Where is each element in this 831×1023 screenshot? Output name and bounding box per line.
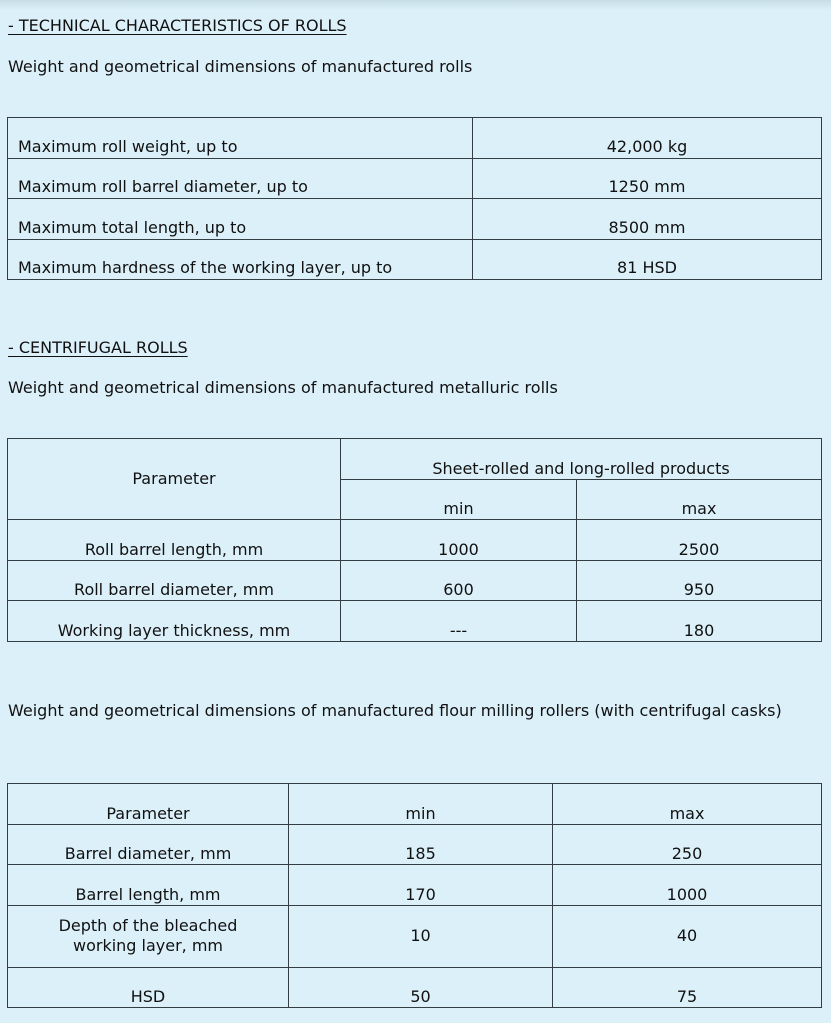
table-row <box>8 824 822 865</box>
row-max: 950 <box>577 560 822 601</box>
header-parameter: Parameter <box>8 439 341 520</box>
row-max: 2500 <box>577 520 822 561</box>
row-label: Maximum total length, up to <box>8 199 473 240</box>
row-parameter: Roll barrel diameter, mm <box>8 560 341 601</box>
row-max: 1000 <box>553 865 822 906</box>
row-label: Maximum roll weight, up to <box>8 118 473 159</box>
table-header-row <box>8 439 822 480</box>
row-max: 250 <box>553 824 822 865</box>
row-min: 10 <box>289 905 553 967</box>
flour-milling-rollers-table <box>7 783 822 1008</box>
row-parameter: Barrel length, mm <box>8 865 289 906</box>
technical-characteristics-table <box>7 117 822 280</box>
row-parameter: Working layer thickness, mm <box>8 601 341 642</box>
section-subtitle-rolls: Weight and geometrical dimensions of manufactured rolls <box>8 57 473 76</box>
section-subtitle-metalluric-rolls: Weight and geometrical dimensions of manufactured metalluric rolls <box>8 378 558 397</box>
header-min: min <box>289 784 553 825</box>
table-row <box>8 865 822 906</box>
table-row <box>8 601 822 642</box>
row-min: 600 <box>341 560 577 601</box>
row-label: Maximum hardness of the working layer, up to <box>8 239 473 280</box>
row-value: 81 HSD <box>473 239 822 280</box>
row-min: 50 <box>289 967 553 1008</box>
section-subtitle-flour-milling-rollers: Weight and geometrical dimensions of manufactured flour milling rollers (with centrifugal casks) <box>8 701 782 720</box>
row-value: 1250 mm <box>473 158 822 199</box>
table-row <box>8 239 822 280</box>
header-max: max <box>553 784 822 825</box>
top-shade <box>0 0 831 10</box>
row-parameter: HSD <box>8 967 289 1008</box>
row-max: 75 <box>553 967 822 1008</box>
table-header-row <box>8 784 822 825</box>
section-heading-centrifugal-rolls: - CENTRIFUGAL ROLLS <box>8 338 188 357</box>
table-row <box>8 199 822 240</box>
row-max: 40 <box>553 905 822 967</box>
table-row <box>8 560 822 601</box>
table-row <box>8 520 822 561</box>
row-min: 1000 <box>341 520 577 561</box>
table-row <box>8 118 822 159</box>
row-min: 170 <box>289 865 553 906</box>
header-product-group: Sheet-rolled and long-rolled products <box>341 439 822 480</box>
row-parameter: Depth of the bleached working layer, mm <box>8 905 289 967</box>
row-value: 42,000 kg <box>473 118 822 159</box>
row-parameter: Roll barrel length, mm <box>8 520 341 561</box>
table-row <box>8 158 822 199</box>
header-parameter: Parameter <box>8 784 289 825</box>
table-row <box>8 905 822 967</box>
header-max: max <box>577 479 822 520</box>
header-min: min <box>341 479 577 520</box>
centrifugal-rolls-table <box>7 438 822 642</box>
row-min: 185 <box>289 824 553 865</box>
row-max: 180 <box>577 601 822 642</box>
row-min: --- <box>341 601 577 642</box>
row-label: Maximum roll barrel diameter, up to <box>8 158 473 199</box>
section-heading-technical-characteristics: - TECHNICAL CHARACTERISTICS OF ROLLS <box>8 16 347 35</box>
row-parameter: Barrel diameter, mm <box>8 824 289 865</box>
table-row <box>8 967 822 1008</box>
row-value: 8500 mm <box>473 199 822 240</box>
